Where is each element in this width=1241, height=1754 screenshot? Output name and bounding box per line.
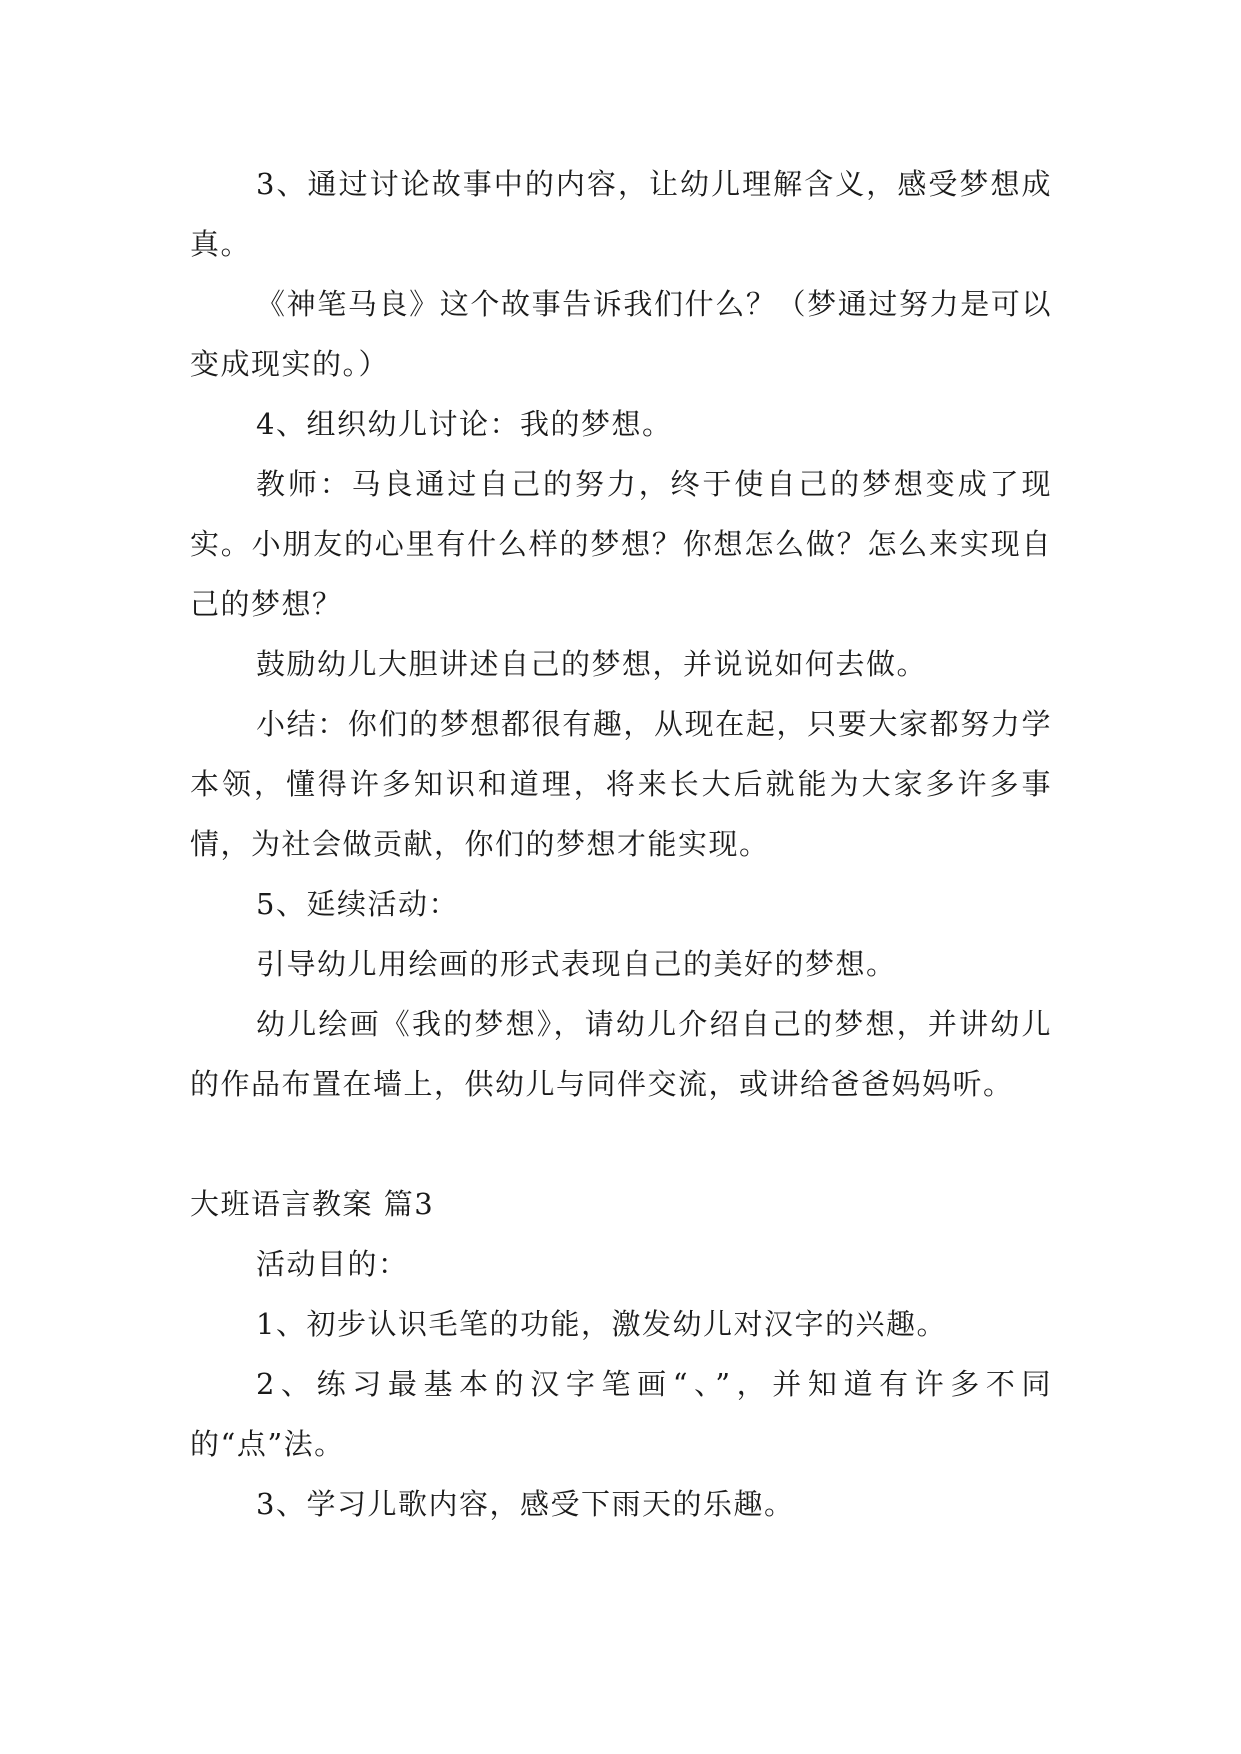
paragraph: 3、学习儿歌内容，感受下雨天的乐趣。: [256, 1487, 795, 1521]
paragraph: 3、通过讨论故事中的内容，让幼儿理解含义，感受梦想成真。: [190, 167, 1052, 261]
paragraph: 鼓励幼儿大胆讲述自己的梦想，并说说如何去做。: [256, 647, 928, 681]
paragraph: 引导幼儿用绘画的形式表现自己的美好的梦想。: [256, 947, 897, 981]
paragraph: 《神笔马良》这个故事告诉我们什么？（梦通过努力是可以变成现实的。）: [190, 287, 1052, 381]
paragraph: 5、延续活动：: [256, 887, 459, 921]
paragraph: 幼儿绘画《我的梦想》，请幼儿介绍自己的梦想，并讲幼儿的作品布置在墙上，供幼儿与同伴交流，或讲给爸爸妈妈听。: [190, 1007, 1052, 1101]
paragraph: 1、初步认识毛笔的功能，激发幼儿对汉字的兴趣。: [256, 1307, 947, 1341]
document-body: [190, 154, 1052, 1534]
paragraph: 2、练习最基本的汉字笔画“、”，并知道有许多不同的“点”法。: [190, 1367, 1052, 1461]
paragraph: 4、组织幼儿讨论：我的梦想。: [256, 407, 673, 441]
paragraph: 活动目的：: [256, 1247, 409, 1281]
paragraph: 教师：马良通过自己的努力，终于使自己的梦想变成了现实。小朋友的心里有什么样的梦想？你想怎么做？怎么来实现自己的梦想？: [190, 467, 1052, 621]
section-title: 大班语言教案 篇3: [190, 1187, 435, 1221]
paragraph: 小结：你们的梦想都很有趣，从现在起，只要大家都努力学本领，懂得许多知识和道理，将来长大后就能为大家多许多事情，为社会做贡献，你们的梦想才能实现。: [190, 707, 1052, 861]
